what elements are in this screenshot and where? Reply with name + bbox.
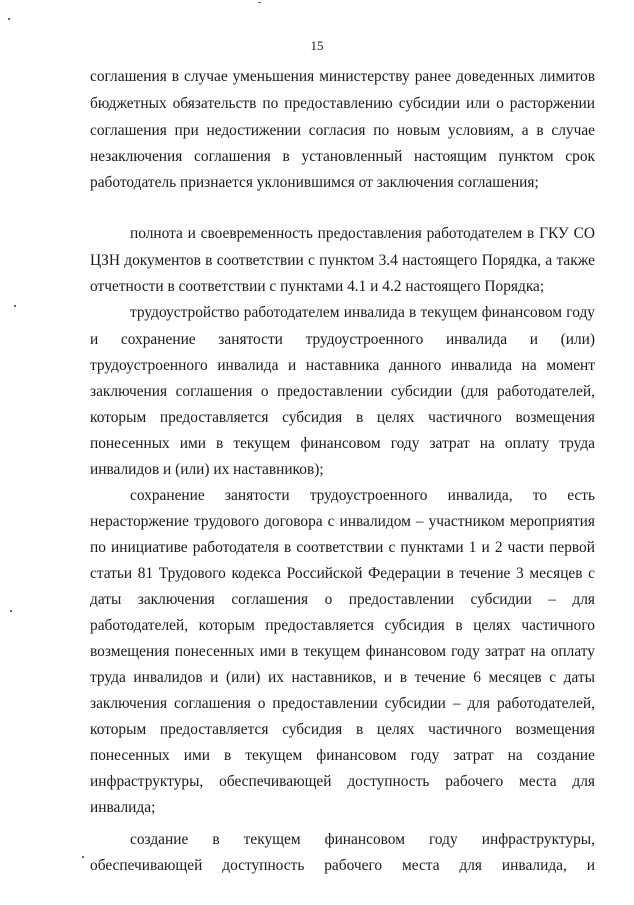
text-line: сохранение занятости трудоустроенного инвалида, то есть: [130, 487, 595, 504]
text-line: нерасторжение трудового договора с инвалидом – участником мероприятия: [90, 513, 595, 530]
text-line: и сохранение занятости трудоустроенного инвалида и (или): [90, 331, 595, 348]
text-line: инфраструктуры, обеспечивающей доступность рабочего места для: [90, 773, 595, 790]
text-line: обеспечивающей доступность рабочего места для инвалида, и: [90, 857, 595, 874]
text-line: по инициативе работодателя в соответствии с пунктами 1 и 2 части первой: [90, 539, 595, 556]
text-line: создание в текущем финансовом году инфраструктуры,: [130, 831, 595, 848]
text-line: понесенных ими в текущем финансовом году затрат на создание: [90, 747, 595, 764]
text-line: которым предоставляется субсидия в целях частичного возмещения: [90, 409, 595, 426]
text-line: соглашения при недостижении согласия по новым условиям, а в случае: [90, 122, 595, 139]
scan-speck: [8, 18, 10, 20]
text-line: труда инвалидов и (или) их наставников, и в течение 6 месяцев с даты: [90, 669, 595, 686]
scan-speck: [82, 856, 84, 858]
text-line: соглашения в случае уменьшения министерству ранее доведенных лимитов: [90, 68, 595, 85]
text-line: понесенных ими в текущем финансовом году затрат на оплату труда: [90, 435, 595, 452]
text-line: заключения соглашения о предоставлении субсидии (для работодателей,: [90, 383, 595, 400]
text-line: отчетности в соответствии с пунктами 4.1 и 4.2 настоящего Порядка;: [90, 278, 545, 295]
text-line: ЦЗН документов в соответствии с пунктом 3.4 настоящего Порядка, а также: [90, 252, 595, 269]
scan-speck: [14, 305, 16, 307]
text-line: возмещения понесенных ими в текущем финансовом году затрат на оплату: [90, 643, 595, 660]
text-line: заключения соглашения о предоставлении субсидии – для работодателей,: [90, 695, 595, 712]
text-line: работодателей, которым предоставляется субсидия в целях частичного: [90, 617, 595, 634]
text-line: полнота и своевременность предоставления работодателем в ГКУ СО: [130, 225, 595, 242]
text-line: инвалидов и (или) их наставников);: [90, 461, 324, 478]
text-line: незаключения соглашения в установленный настоящим пунктом срок: [90, 148, 595, 165]
text-line: трудоустроенного инвалида и наставника данного инвалида на момент: [90, 357, 595, 374]
page-number: 15: [310, 38, 324, 53]
text-line: даты заключения соглашения о предоставлении субсидии – для: [90, 591, 595, 608]
text-line: бюджетных обязательств по предоставлению субсидии или о расторжении: [90, 95, 595, 112]
text-line: инвалида;: [90, 799, 156, 816]
text-line: трудоустройство работодателем инвалида в текущем финансовом году: [130, 304, 595, 321]
scan-speck: [10, 610, 12, 612]
text-line: статьи 81 Трудового кодекса Российской Федерации в течение 3 месяцев с: [90, 565, 595, 582]
scan-speck: [258, 2, 261, 3]
text-line: которым предоставляется субсидия в целях частичного возмещения: [90, 721, 595, 738]
text-line: работодатель признается уклонившимся от заключения соглашения;: [90, 174, 539, 191]
